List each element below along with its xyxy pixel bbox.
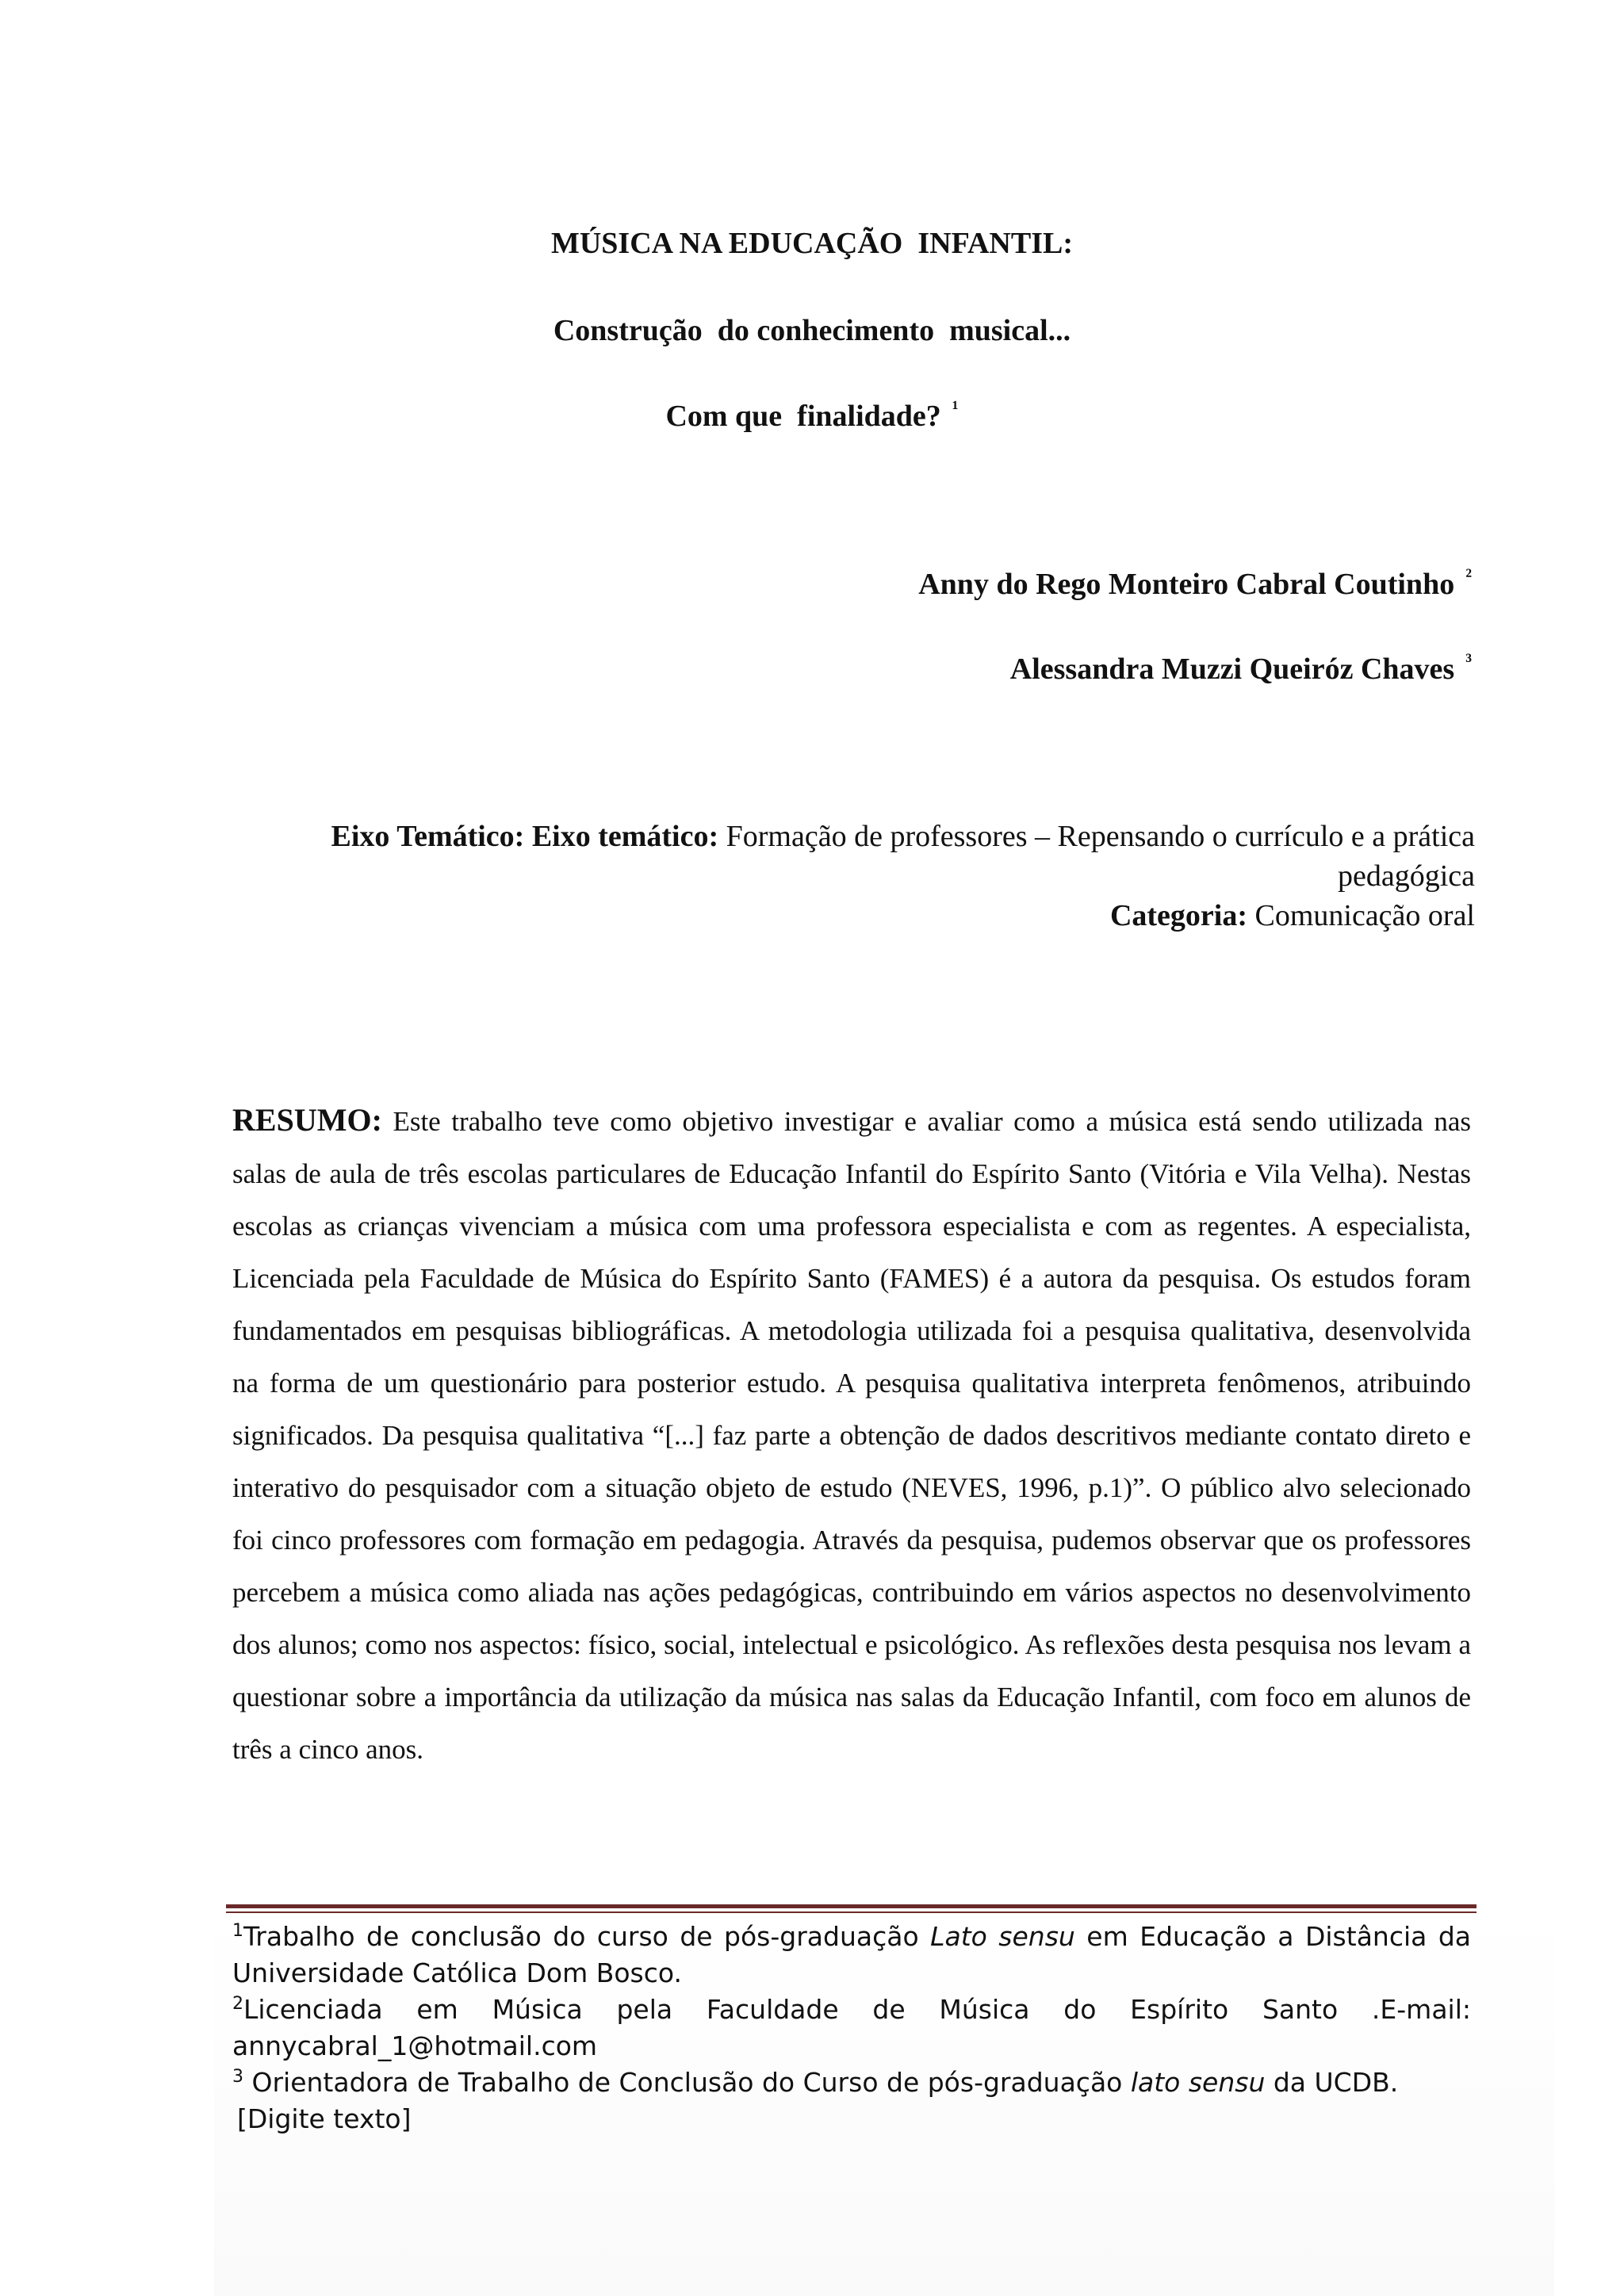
footnote-3-italic: lato sensu [1130,2067,1266,2098]
footnote-separator-thick [226,1904,1477,1908]
categoria-label: Categoria: [1109,899,1247,932]
footnote-1 [232,1919,1471,1992]
footnote-3-text-b: da UCDB. [1265,2067,1399,2098]
eixo-label-2: Eixo temático: [531,820,719,853]
abstract-text: Este trabalho teve como objetivo investigar e avaliar como a música está sendo utilizada nas salas de aula de três escolas particulares de Educação Infantil do Espírito Santo (Vitória e Vila Velha). Nestas escolas as crianças vivenciam a música com uma professora especialista e com as regentes. A especialista, Licenciada pela Faculdade de Música do Espírito Santo (FAMES) é a autora da pesquisa. Os estudos foram fundamentados em pesquisas bibliográficas. A metodologia utilizada foi a pesquisa qualitativa, desenvolvida na forma de um questionário para posterior estudo. A pesquisa qualitativa interpreta fenômenos, atribuindo significados. Da pesquisa qualitativa “[...] faz parte a obtenção de dados descritivos mediante contato direto e interativo do pesquisador com a situação objeto de estudo (NEVES, 1996, p.1)”. O público alvo selecionado foi cinco professores com formação em pedagogia. Através da pesquisa, pudemos observar que os professores percebem a música como aliada nas ações pedagógicas, contribuindo em vários aspectos no desenvolvimento dos alunos; como nos aspectos: físico, social, intelectual e psicológico. As reflexões desta pesquisa nos levam a questionar sobre a importância da utilização da música nas salas da Educação Infantil, com foco em alunos de três a cinco anos. [232,1106,1472,1765]
eixo-text: Formação de professores – Repensando o currículo e a prática pedagógica [726,820,1475,893]
subtitle-question-text: Com que finalidade? [665,400,941,433]
thematic-axis [317,817,1475,936]
main-title: MÚSICA NA EDUCAÇÃO INFANTIL: [550,227,1073,260]
footnote-separator-thin [226,1911,1477,1913]
subtitle: Construção do conhecimento musical... [553,314,1071,347]
author-2 [520,649,1472,687]
footnote-1-text-b: em Educação a Distância da Universidade Católica Dom Bosco. [232,1921,1471,1988]
author-1 [520,564,1472,602]
abstract-label: RESUMO: [232,1102,382,1138]
categoria-value: Comunicação oral [1254,899,1475,932]
footnote-marker-2: ² [1465,564,1472,588]
footnote-marker-3: ³ [1465,649,1472,673]
footnote-2-marker: 2 [232,1994,243,2014]
author-2-name: Alessandra Muzzi Queiróz Chaves [1009,652,1455,686]
category-line [317,896,1475,936]
footnote-1-text-a: Trabalho de conclusão do curso de pós-graduação [243,1921,931,1952]
footnote-3-marker: 3 [232,2067,243,2087]
abstract [232,1094,1471,1776]
footnote-3 [232,2064,1471,2101]
author-1-name: Anny do Rego Monteiro Cabral Coutinho [918,568,1455,601]
footnote-marker-1: ¹ [952,396,959,420]
footer-placeholder-text[interactable]: [Digite texto] [237,2103,412,2134]
subtitle-question [0,396,1624,434]
footnote-3-text-a: Orientadora de Trabalho de Conclusão do Curso de pós-graduação [243,2067,1131,2098]
footnote-2 [232,1992,1471,2064]
footnotes [232,1919,1471,2137]
eixo-label-1: Eixo Temático: [331,820,525,853]
footnote-2-text: Licenciada em Música pela Faculdade de Música do Espírito Santo .E-mail: annycabral_1@hotmail.com [232,1994,1471,2061]
footnote-1-marker: 1 [232,1921,243,1941]
footnote-1-italic: Lato sensu [930,1921,1075,1952]
